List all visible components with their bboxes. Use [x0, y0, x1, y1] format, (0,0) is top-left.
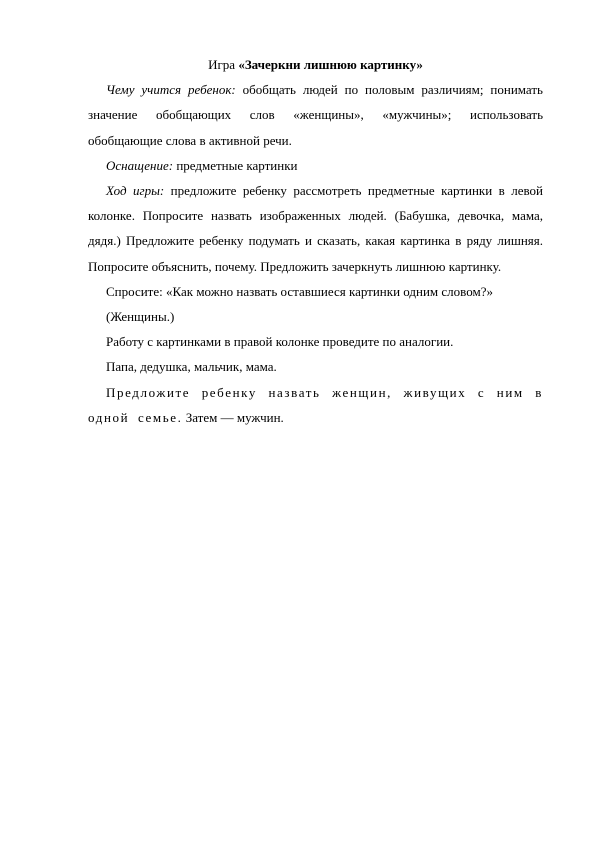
paragraph-equipment	[88, 153, 543, 178]
learns-text: обобщать людей по половым различиям; понимать значение обобщающих слов «женщины», «мужчины»; использовать обобщающие слова в активной речи.	[88, 82, 543, 148]
equipment-text: предметные картинки	[173, 157, 298, 173]
document-page	[88, 52, 543, 430]
title-prefix: Игра	[208, 57, 239, 72]
paragraph-ask: Спросите: «Как можно назвать оставшиеся картинки одним словом?»	[106, 283, 493, 299]
final-tail-text: Затем — мужчин.	[182, 409, 284, 425]
paragraph-right-list: Папа, дедушка, мальчик, мама.	[106, 359, 277, 375]
paragraph-final	[88, 380, 543, 430]
document-title	[88, 52, 543, 77]
title-game-name: «Зачеркни лишнюю картинку»	[238, 57, 423, 72]
game-flow-label: Ход игры:	[106, 183, 165, 199]
paragraph-game-flow	[88, 178, 543, 279]
game-flow-text: предложите ребенку рассмотреть предметные картинки в левой колонке. Попросите назвать изображенных людей. (Бабушка, девочка, мама, дядя.) Предложите ребенку подумать и сказать, какая картинка в ряду лишняя. Попросите объяснить, почему. Предложить зачеркнуть лишнюю картинку.	[88, 183, 543, 274]
final-spaced-text: Предложите ребенку назвать женщин, живущих с ним в одной семье.	[88, 384, 543, 425]
paragraph-learns	[88, 77, 543, 153]
paragraph-right-column: Работу с картинками в правой колонке проведите по аналогии.	[106, 334, 454, 350]
learns-label: Чему учится ребенок:	[106, 82, 236, 98]
equipment-label: Оснащение:	[106, 157, 174, 173]
paragraph-answer: (Женщины.)	[106, 309, 175, 325]
